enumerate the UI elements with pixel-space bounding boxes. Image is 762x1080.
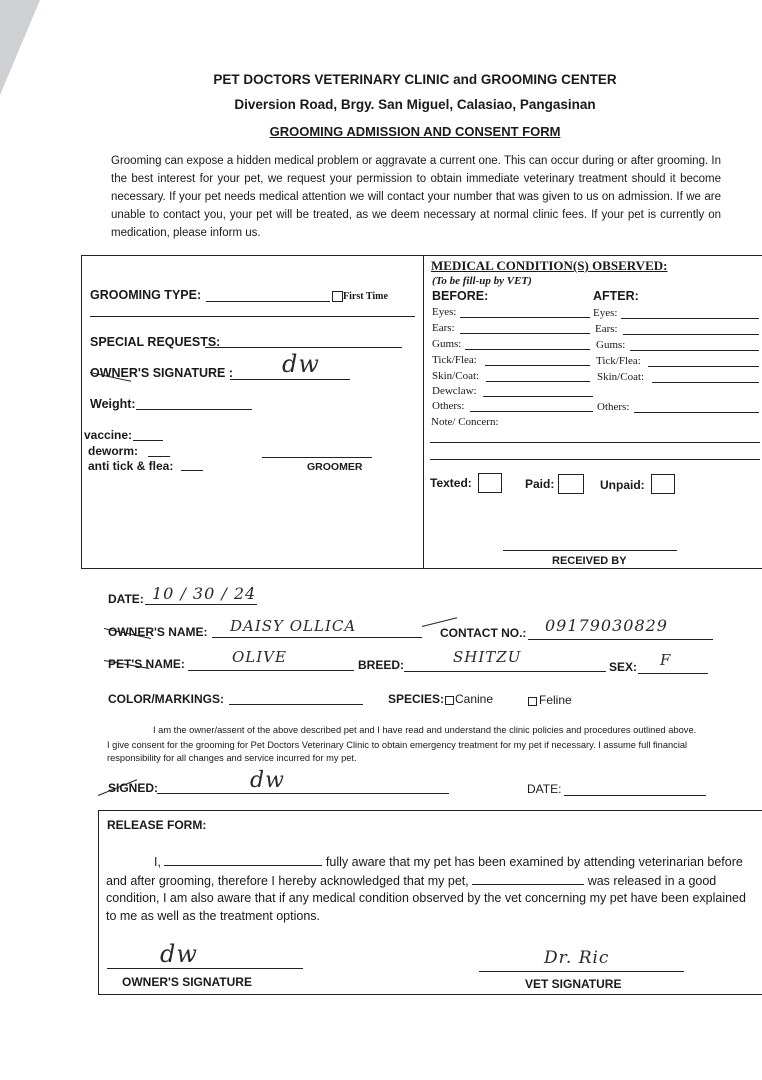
breed-label: BREED: <box>358 658 405 672</box>
date2-field[interactable] <box>564 795 706 796</box>
grooming-type-label: GROOMING TYPE: <box>90 288 202 302</box>
signed-label: SIGNED: <box>108 781 159 795</box>
paid-checkbox[interactable] <box>558 474 584 494</box>
texted-label: Texted: <box>430 476 472 490</box>
release-body-part3: was released in a good condition, I am also aware that if any medical condition observed by the vet concerning my pet have been explained to me as well as the treatment options. <box>106 873 746 923</box>
sex-value: F <box>660 651 672 669</box>
pet-name-label: PET'S NAME: <box>108 657 185 671</box>
release-title: RELEASE FORM: <box>107 818 207 832</box>
feline-checkbox[interactable] <box>528 697 537 706</box>
canine-label: Canine <box>455 692 494 706</box>
clinic-address: Diversion Road, Brgy. San Miguel, Calasiao, Pangasinan <box>234 97 596 112</box>
vaccine-field[interactable] <box>133 440 163 441</box>
after-skin-coat-field[interactable] <box>652 382 759 383</box>
note-concern-label: Note/ Concern: <box>431 416 499 428</box>
paid-label: Paid: <box>525 477 555 491</box>
species-label: SPECIES: <box>388 692 445 706</box>
pet-name-field[interactable] <box>188 670 354 671</box>
date-label: DATE: <box>108 592 144 606</box>
grooming-type-extra-line[interactable] <box>90 316 415 317</box>
weight-field[interactable] <box>136 409 252 410</box>
received-by-line[interactable] <box>503 550 677 551</box>
after-gums-field[interactable] <box>630 350 759 351</box>
consent-line-1: I am the owner/assent of the above described pet and I have read and understand the clinic policies and procedures outlined above. <box>153 725 697 735</box>
before-ears: Ears: <box>432 322 455 334</box>
feline-label: Feline <box>539 693 572 707</box>
before-gums-field[interactable] <box>465 349 590 350</box>
release-body-part2: fully aware that my pet has been examined by attending veterinarian before and after grooming, therefore I hereby acknowledged that my pet, <box>106 855 743 888</box>
release-body-part1: I, <box>154 855 161 869</box>
release-pet-blank[interactable] <box>472 872 584 885</box>
signed-field[interactable] <box>157 793 449 794</box>
vet-signature-line[interactable] <box>479 971 684 972</box>
release-owner-signature-line[interactable] <box>107 968 303 969</box>
color-markings-label: COLOR/MARKINGS: <box>108 692 224 706</box>
anti-tick-label: anti tick & flea: <box>88 459 174 473</box>
deworm-field[interactable] <box>148 456 170 457</box>
before-tick-flea-field[interactable] <box>485 365 590 366</box>
before-skin-coat-field[interactable] <box>486 381 590 382</box>
special-requests-label: SPECIAL REQUESTS: <box>90 335 221 349</box>
release-name-blank[interactable] <box>164 853 322 866</box>
anti-tick-field[interactable] <box>181 470 203 471</box>
before-ears-field[interactable] <box>460 333 590 334</box>
pet-name-value: OLIVE <box>232 648 287 666</box>
before-label: BEFORE: <box>432 289 489 303</box>
received-by-label: RECEIVED BY <box>552 555 627 567</box>
signed-value: dw <box>250 768 285 793</box>
before-skin-coat: Skin/Coat: <box>432 370 480 382</box>
after-gums: Gums: <box>596 339 626 351</box>
date-value: 10 / 30 / 24 <box>152 584 257 603</box>
after-others-field[interactable] <box>634 412 759 413</box>
release-owner-signature-value: dw <box>160 940 198 968</box>
breed-value: SHITZU <box>453 648 522 666</box>
groomer-signature-line[interactable] <box>262 457 372 458</box>
after-others: Others: <box>597 401 630 413</box>
owner-signature-field[interactable] <box>230 379 350 380</box>
consent-line-2: I give consent for the grooming for Pet Doctors Veterinary Clinic to obtain emergency treatment for my pet if necessary. I assume full financial <box>107 740 688 750</box>
before-dewclaw-field[interactable] <box>483 396 593 397</box>
before-others-field[interactable] <box>470 411 593 412</box>
medical-subtitle: (To be fill-up by VET) <box>432 275 532 287</box>
after-label: AFTER: <box>593 289 639 303</box>
before-eyes: Eyes: <box>432 306 457 318</box>
note-line-1[interactable] <box>430 442 760 443</box>
owner-name-field[interactable] <box>212 637 422 638</box>
note-line-2[interactable] <box>430 459 760 460</box>
sex-label: SEX: <box>609 660 638 674</box>
first-time-label: First Time <box>343 291 388 302</box>
canine-checkbox[interactable] <box>445 696 454 705</box>
after-eyes-field[interactable] <box>621 318 759 319</box>
left-panel <box>81 255 424 569</box>
first-time-checkbox[interactable] <box>332 291 343 302</box>
sex-field[interactable] <box>638 673 708 674</box>
owner-signature-label: OWNER'S SIGNATURE : <box>90 366 234 380</box>
unpaid-label: Unpaid: <box>600 478 645 492</box>
before-dewclaw: Dewclaw: <box>432 385 477 397</box>
date2-label: DATE: <box>527 782 562 796</box>
after-tick-flea: Tick/Flea: <box>596 355 641 367</box>
medical-title: MEDICAL CONDITION(S) OBSERVED: <box>431 258 668 273</box>
before-gums: Gums: <box>432 338 462 350</box>
breed-field[interactable] <box>404 671 606 672</box>
special-requests-field[interactable] <box>205 347 402 348</box>
owner-name-label: OWNER'S NAME: <box>108 625 208 639</box>
color-markings-field[interactable] <box>229 704 363 705</box>
release-body <box>106 853 758 925</box>
form-title: GROOMING ADMISSION AND CONSENT FORM <box>269 124 561 139</box>
before-tick-flea: Tick/Flea: <box>432 354 477 366</box>
grooming-type-field[interactable] <box>206 301 330 302</box>
contact-label: CONTACT NO.: <box>440 626 527 640</box>
owner-name-value: DAISY OLLICA <box>230 617 357 635</box>
after-ears-field[interactable] <box>623 334 759 335</box>
vet-signature-value: Dr. Ric <box>544 948 610 968</box>
contact-field[interactable] <box>528 639 713 640</box>
groomer-label: GROOMER <box>307 461 363 473</box>
after-tick-flea-field[interactable] <box>648 366 759 367</box>
unpaid-checkbox[interactable] <box>651 474 675 494</box>
before-others: Others: <box>432 400 465 412</box>
intro-paragraph: Grooming can expose a hidden medical problem or aggravate a current one. This can occur during or after grooming. In the best interest for your pet, we request your permission to obtain immediate veterinary treatment should it become necessary. If your pet needs medical attention we will contact your number that was given to us on admission. If we are unable to contact you, your pet will be treated, as we deem necessary at normal clinic fees. If your pet is currently on medication, please inform us. <box>111 155 721 239</box>
after-ears: Ears: <box>595 323 618 335</box>
after-skin-coat: Skin/Coat: <box>597 371 645 383</box>
after-eyes: Eyes: <box>593 307 618 319</box>
deworm-label: deworm: <box>88 444 139 458</box>
vet-signature-label: VET SIGNATURE <box>525 977 622 991</box>
contact-value: 09179030829 <box>545 616 668 635</box>
owner-signature-value: dw <box>282 350 320 378</box>
clinic-name: PET DOCTORS VETERINARY CLINIC and GROOMING CENTER <box>213 72 617 87</box>
date-field[interactable] <box>145 604 257 605</box>
consent-line-3: responsibility for all changes and service incurred for my pet. <box>107 753 357 763</box>
weight-label: Weight: <box>90 397 136 411</box>
release-owner-signature-label: OWNER'S SIGNATURE <box>122 975 252 989</box>
before-eyes-field[interactable] <box>460 317 590 318</box>
texted-checkbox[interactable] <box>478 473 502 493</box>
vaccine-label: vaccine: <box>84 428 133 442</box>
